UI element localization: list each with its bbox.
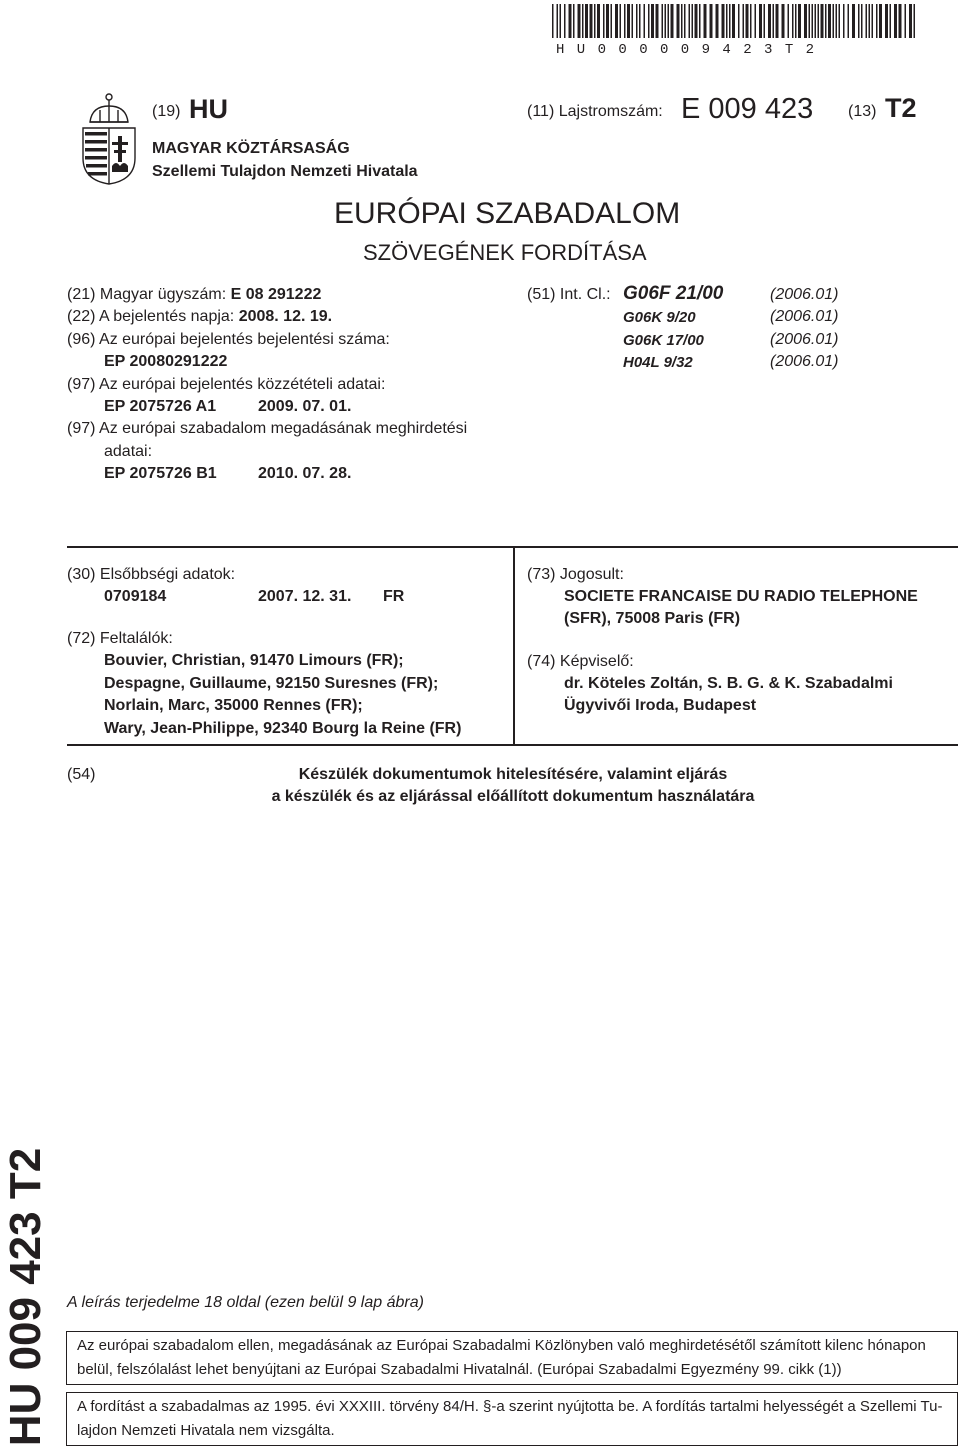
owner-label: (73) Jogosult: <box>527 566 624 583</box>
translation-notice-line-1: A fordítást a szabadalmas az 1995. évi XXXIII. törvény 84/H. §-a szerint nyújtotta be. A fordítás tartalmi helyességét a Szellemi Tu- <box>77 1398 943 1415</box>
inventors-label: (72) Feltalálók: <box>67 630 173 647</box>
inventor-2: Despagne, Guillaume, 92150 Suresnes (FR); <box>104 675 439 692</box>
int-cl-version-3: (2006.01) <box>770 331 839 348</box>
barcode-text: HU000009423T2 <box>556 42 827 58</box>
org-line-2: Szellemi Tulajdon Nemzeti Hivatala <box>152 163 418 180</box>
description-extent: A leírás terjedelme 18 oldal (ezen belül 9 lap ábra) <box>67 1294 424 1311</box>
field-13-code: (13) <box>848 103 877 120</box>
agent-line-2: Ügyvivői Iroda, Budapest <box>564 697 757 714</box>
int-cl-version-2: (2006.01) <box>770 308 839 325</box>
int-cl-label: (51) Int. Cl.: <box>527 286 611 303</box>
translation-notice-box <box>66 1392 958 1446</box>
int-cl-code-3: G06K 17/00 <box>623 332 704 349</box>
int-cl-code-2: G06K 9/20 <box>623 309 696 326</box>
inventor-4: Wary, Jean-Philippe, 92340 Bourg la Reine (FR) <box>104 720 462 737</box>
invention-title-line-2: a készülék és az eljárással előállított dokumentum használatára <box>271 788 755 805</box>
opposition-notice-line-2: belül, felszólalást lehet benyújtani az Európai Szabadalmi Hivatalnál. (Európai Szabadalmi Egyezmény 99. cikk (1)) <box>77 1361 842 1378</box>
inventor-1: Bouvier, Christian, 91470 Limours (FR); <box>104 652 404 669</box>
priority-number: 0709184 <box>104 588 167 605</box>
priority-date: 2007. 12. 31. <box>258 588 352 605</box>
field-19-code: (19) <box>152 103 181 120</box>
agent-label: (74) Képviselő: <box>527 653 634 670</box>
owner-line-2: (SFR), 75008 Paris (FR) <box>564 610 741 627</box>
priority-country: FR <box>383 588 405 605</box>
document-subtitle: SZÖVEGÉNEK FORDÍTÁSA <box>363 240 647 265</box>
field-97a-label: (97) Az európai bejelentés közzétételi adatai: <box>67 376 386 393</box>
priority-label: (30) Elsőbbségi adatok: <box>67 566 236 583</box>
field-96-label: (96) Az európai bejelentés bejelentési száma: <box>67 331 390 348</box>
field-22: (22) A bejelentés napja: 2008. 12. 19. <box>67 308 333 325</box>
invention-title-line-1: Készülék dokumentumok hitelesítésére, valamint eljárás <box>298 766 728 783</box>
field-97a-date: 2009. 07. 01. <box>258 398 352 415</box>
int-cl-version-1: (2006.01) <box>770 286 839 303</box>
translation-notice-line-2: lajdon Nemzeti Hivatala nem vizsgálta. <box>77 1422 335 1439</box>
field-96-value: EP 20080291222 <box>104 353 228 370</box>
inventor-3: Norlain, Marc, 35000 Rennes (FR); <box>104 697 363 714</box>
field-97b-doc: EP 2075726 B1 <box>104 465 217 482</box>
owner-line-1: SOCIETE FRANCAISE DU RADIO TELEPHONE <box>564 588 918 605</box>
int-cl-code-4: H04L 9/32 <box>623 354 693 371</box>
opposition-notice-line-1: Az európai szabadalom ellen, megadásának az Európai Szabadalmi Közlönyben való meghirdetésétől számított kilenc hónapon <box>77 1337 926 1354</box>
document-title: EURÓPAI SZABADALOM <box>334 197 681 230</box>
int-cl-code-1: G06F 21/00 <box>623 283 724 304</box>
field-97b-date: 2010. 07. 28. <box>258 465 352 482</box>
agent-line-1: dr. Köteles Zoltán, S. B. G. & K. Szabadalmi <box>564 675 893 692</box>
country-code: HU <box>189 94 228 124</box>
field-97a-doc: EP 2075726 A1 <box>104 398 217 415</box>
org-line-1: MAGYAR KÖZTÁRSASÁG <box>152 140 350 157</box>
field-21: (21) Magyar ügyszám: E 08 291222 <box>67 286 322 303</box>
section-divider <box>513 546 515 746</box>
field-97b-label-1: (97) Az európai szabadalom megadásának meghirdetési <box>67 420 468 437</box>
kind-code: T2 <box>885 93 917 123</box>
registration-label: (11) Lajstromszám: <box>527 103 663 120</box>
hungarian-coat-of-arms-icon <box>80 92 138 186</box>
barcode <box>552 4 920 38</box>
opposition-notice-box <box>66 1331 958 1385</box>
field-97b-label-2: adatai: <box>104 443 153 460</box>
int-cl-version-4: (2006.01) <box>770 353 839 370</box>
sidebar-document-id: HU 009 423 T2 <box>1 1147 50 1447</box>
registration-number: E 009 423 <box>681 93 814 125</box>
title-code: (54) <box>67 766 96 783</box>
